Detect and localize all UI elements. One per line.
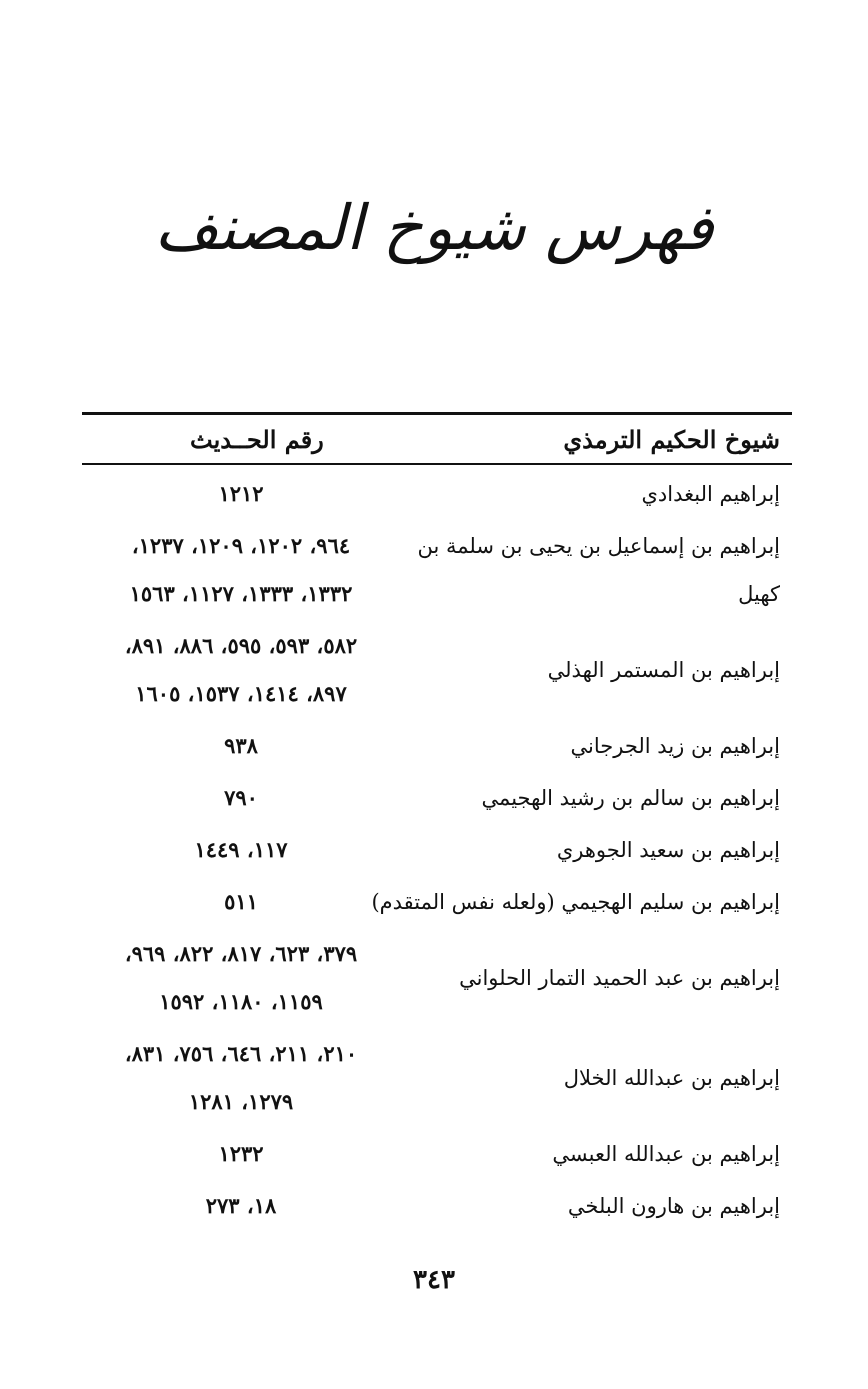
table-row — [82, 1030, 792, 1130]
hadith-numbers — [82, 622, 400, 718]
hadith-numbers-line: ٩٦٤، ١٢٠٢، ١٢٠٩، ١٢٣٧، — [131, 533, 351, 558]
teacher-name — [371, 878, 780, 926]
teacher-name — [400, 646, 780, 694]
teacher-name-line: إبراهيم بن سعيد الجوهري — [556, 838, 780, 862]
table-top-rule — [82, 412, 792, 415]
hadith-numbers-line: ١٣٣٢، ١٣٣٣، ١١٢٧، ١٥٦٣ — [129, 581, 353, 606]
hadith-numbers-line: ٣٧٩، ٦٢٣، ٨١٧، ٨٢٢، ٩٦٩، — [124, 941, 358, 966]
hadith-numbers — [82, 1030, 400, 1126]
page-title: فهرس شيوخ المصنف — [154, 191, 714, 264]
teacher-name — [400, 774, 780, 822]
teacher-name-line: إبراهيم بن عبدالله الخلال — [563, 1066, 780, 1090]
hadith-numbers-line: ١٢٧٩، ١٢٨١ — [188, 1089, 294, 1114]
table-row — [82, 722, 792, 774]
teacher-name-line: إبراهيم بن إسماعيل بن يحيى بن سلمة بن — [417, 534, 780, 558]
teacher-name — [400, 1182, 780, 1230]
hadith-numbers-line: ٥١١ — [224, 889, 258, 914]
teacher-name-line: إبراهيم بن عبدالله العبسي — [552, 1142, 780, 1166]
teacher-name — [400, 1054, 780, 1102]
hadith-numbers — [82, 930, 400, 1026]
hadith-numbers-line: ١٢١٢ — [218, 481, 264, 506]
hadith-numbers-line: ٧٩٠ — [224, 785, 258, 810]
table-row — [82, 1130, 792, 1182]
teacher-name — [400, 826, 780, 874]
teacher-name-line: إبراهيم بن عبد الحميد التمار الحلواني — [459, 966, 780, 990]
hadith-numbers — [82, 1182, 400, 1230]
hadith-numbers — [82, 878, 400, 926]
hadith-numbers — [82, 522, 400, 618]
hadith-numbers-line: ٩٣٨ — [224, 733, 258, 758]
teacher-name-line: إبراهيم بن المستمر الهذلي — [547, 658, 780, 682]
hadith-numbers-line: ٢١٠، ٢١١، ٦٤٦، ٧٥٦، ٨٣١، — [124, 1041, 358, 1066]
hadith-numbers-line: ١١٥٩، ١١٨٠، ١٥٩٢ — [159, 989, 323, 1014]
teacher-name-line: إبراهيم بن زيد الجرجاني — [570, 734, 780, 758]
teacher-name-line: كهيل — [738, 582, 780, 606]
hadith-numbers-line: ٨٩٧، ١٤١٤، ١٥٣٧، ١٦٠٥ — [135, 681, 347, 706]
table-header — [82, 418, 792, 462]
hadith-numbers — [82, 722, 400, 770]
table-row — [82, 522, 792, 622]
hadith-numbers-line: ١٨، ٢٧٣ — [205, 1193, 277, 1218]
table-row — [82, 774, 792, 826]
teacher-name-line: إبراهيم بن سليم الهجيمي (ولعله نفس المتقدم) — [371, 890, 780, 914]
teacher-name — [400, 954, 780, 1002]
hadith-numbers-line: ٥٨٢، ٥٩٣، ٥٩٥، ٨٨٦، ٨٩١، — [124, 633, 358, 658]
teacher-name — [400, 470, 780, 518]
hadith-numbers — [82, 470, 400, 518]
teacher-name-line: إبراهيم بن سالم بن رشيد الهجيمي — [481, 786, 780, 810]
hadith-numbers — [82, 774, 400, 822]
table-row — [82, 622, 792, 722]
teacher-name-line: إبراهيم بن هارون البلخي — [567, 1194, 780, 1218]
table-row — [82, 826, 792, 878]
index-entries — [82, 470, 792, 1234]
hadith-numbers — [82, 826, 400, 874]
table-row — [82, 878, 792, 930]
hadith-numbers-line: ١٢٣٢ — [218, 1141, 264, 1166]
table-header-rule — [82, 463, 792, 465]
hadith-numbers — [82, 1130, 400, 1178]
header-teachers-column: شيوخ الحكيم الترمذي — [563, 425, 780, 454]
table-row — [82, 470, 792, 522]
header-hadith-number-column: رقم الحــديث — [190, 425, 324, 454]
table-row — [82, 930, 792, 1030]
page-number: ٣٤٣ — [413, 1265, 455, 1295]
teacher-name — [400, 722, 780, 770]
teacher-name — [400, 1130, 780, 1178]
teacher-name-line: إبراهيم البغدادي — [641, 482, 780, 506]
teacher-name — [400, 522, 780, 618]
hadith-numbers-line: ١١٧، ١٤٤٩ — [194, 837, 288, 862]
table-row — [82, 1182, 792, 1234]
